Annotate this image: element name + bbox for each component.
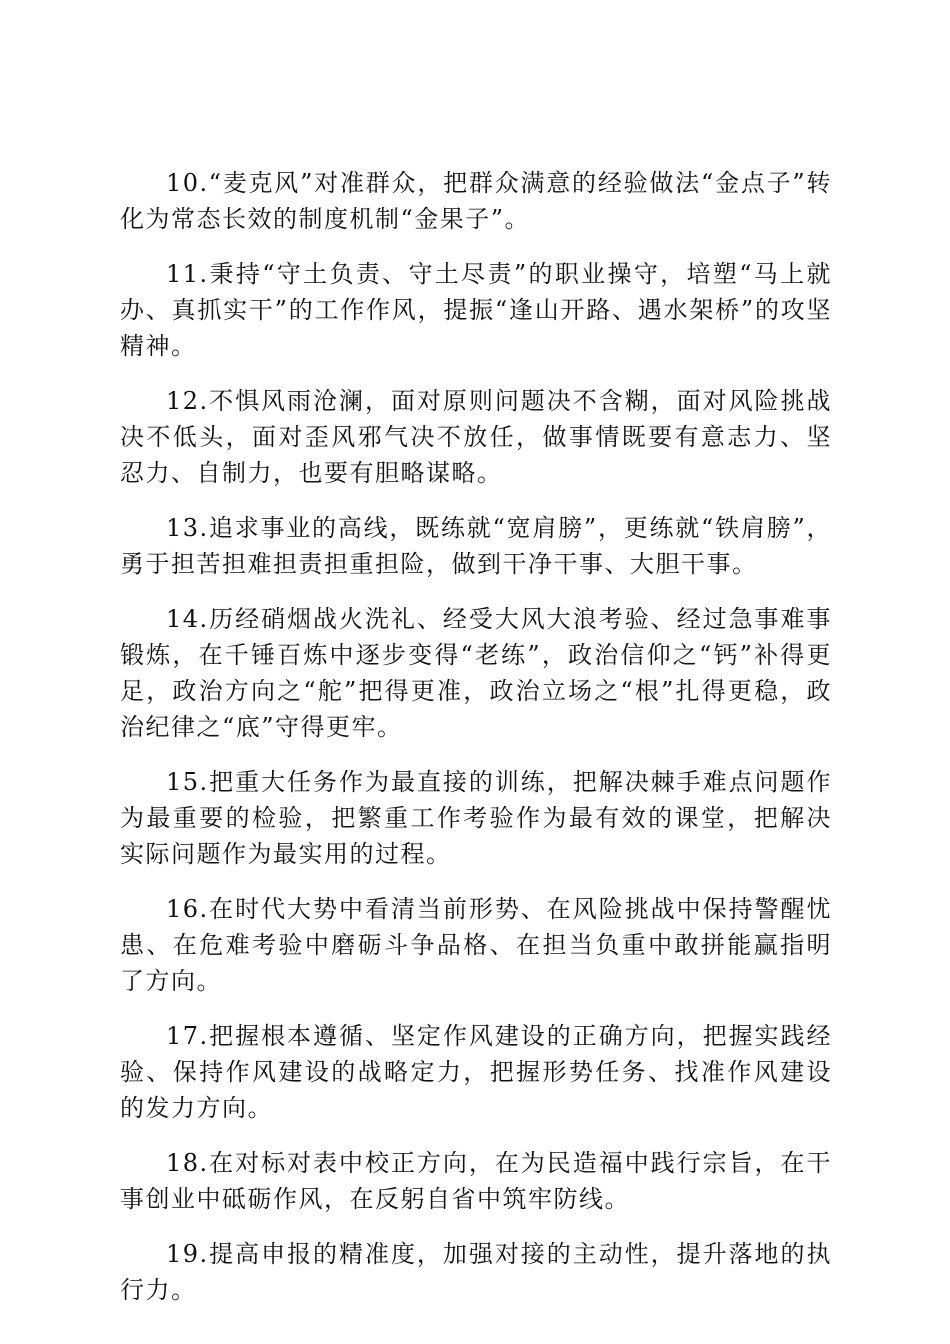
paragraph-17: 17.把握根本遵循、坚定作风建设的正确方向，把握实践经验、保持作风建设的战略定力，把握形势任务、找准作风建设的发力方向。 — [120, 1022, 832, 1122]
paragraph-15: 15.把重大任务作为最直接的训练，把解决棘手难点问题作为最重要的检验，把繁重工作考验作为最有效的课堂，把解决实际问题作为最实用的过程。 — [120, 768, 832, 868]
paragraph-10: 10.“麦克风”对准群众，把群众满意的经验做法“金点子”转化为常态长效的制度机制“金果子”。 — [120, 169, 832, 233]
paragraph-16: 16.在时代大势中看清当前形势、在风险挑战中保持警醒忧患、在危难考验中磨砺斗争品格、在担当负重中敢拼能赢指明了方向。 — [120, 895, 832, 995]
paragraph-19: 19.提高申报的精准度，加强对接的主动性，提升落地的执行力。 — [120, 1240, 832, 1304]
document-body — [120, 165, 832, 1327]
paragraph-12: 12.不惧风雨沧澜，面对原则问题决不含糊，面对风险挑战决不低头，面对歪风邪气决不放任，做事情既要有意志力、坚忍力、自制力，也要有胆略谋略。 — [120, 387, 832, 487]
paragraph-13: 13.追求事业的高线，既练就“宽肩膀”，更练就“铁肩膀”，勇于担苦担难担责担重担险，做到干净干事、大胆干事。 — [120, 514, 832, 578]
paragraph-11: 11.秉持“守土负责、守土尽责”的职业操守，培塑“马上就办、真抓实干”的工作作风，提振“逢山开路、遇水架桥”的攻坚精神。 — [120, 260, 832, 360]
paragraph-14: 14.历经硝烟战火洗礼、经受大风大浪考验、经过急事难事锻炼，在千锤百炼中逐步变得“老练”，政治信仰之“钙”补得更足，政治方向之“舵”把得更准，政治立场之“根”扎得更稳，政治纪律之“底”守得更牢。 — [120, 605, 832, 741]
paragraph-18: 18.在对标对表中校正方向，在为民造福中践行宗旨，在干事创业中砥砺作风，在反躬自省中筑牢防线。 — [120, 1149, 832, 1213]
